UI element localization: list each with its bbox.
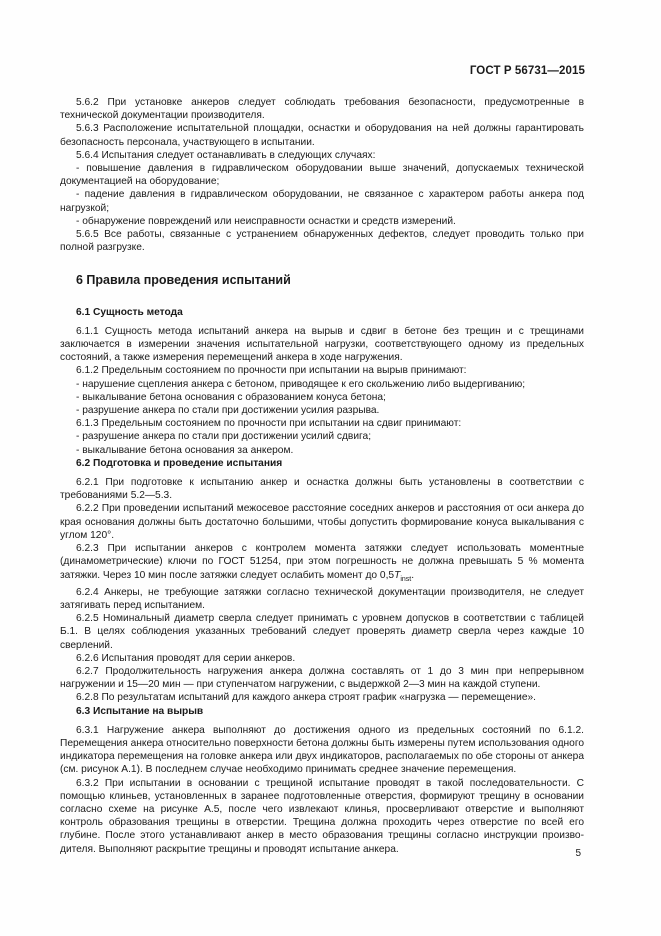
page-number: 5 xyxy=(575,848,581,859)
clause-5-6-5: 5.6.5 Все работы, связанные с устранением обнаруженных дефектов, следует проводить только при полной разгрузке. xyxy=(60,229,584,254)
clause-6-2-1: 6.2.1 При подготовке к испытанию анкер и оснастка должны быть установлены в соответствии с требованиями 5.2—5.3. xyxy=(60,477,584,502)
list-item: - выкалывание бетона основания за анкером. xyxy=(76,444,294,456)
clause-6-2-2: 6.2.2 При проведении испытаний межосевое расстояние соседних анкеров и расстояния от оси анкера до края основания должны быть достаточно большими, чтобы допустить формирование конуса выкалывания с углом 120°. xyxy=(60,503,584,541)
clause-6-2-4: 6.2.4 Анкеры, не требующие затяжки согласно технической документации производителя, не следует затягивать перед испытанием. xyxy=(60,586,584,611)
list-item: - выкалывание бетона основания с образованием конуса бетона; xyxy=(76,391,386,403)
clause-6-2-8: 6.2.8 По результатам испытаний для каждого анкера строят график «нагрузка — перемещение». xyxy=(76,692,536,704)
clause-6-2-6: 6.2.6 Испытания проводят для серии анкеров. xyxy=(76,652,296,664)
section-6-heading: 6 Правила проведения испытаний xyxy=(76,273,291,288)
list-item: - обнаружение повреждений или неисправности оснастки и средств измерений. xyxy=(76,215,456,227)
list-item: - разрушение анкера по стали при достижении усилия разрыва. xyxy=(76,405,380,417)
clause-5-6-3: 5.6.3 Расположение испытательной площадки, оснастки и оборудования на ней должны гарантировать безопасность персонала, участвующего в испытании. xyxy=(60,123,584,148)
subsection-6-3-heading: 6.3 Испытание на вырыв xyxy=(76,705,204,717)
clause-6-3-2: 6.3.2 При испытании в основании с трещиной испытание проводят в такой последовательности. С помощью клиньев, установленных в заранее подготовленные отверстия, формируют трещину в основании согласно схеме на рисунке А.5, после чего извлекают клинья, просверливают отверстие и выполняют контроль образования трещины в отверстии. Трещина должна проходить через отверстие по всей его глубине. После этого устанавливают анкер в место образования трещины согласно инструкции производителя. Выполняют раскрытие трещины и проводят испытание анкера. xyxy=(60,777,584,855)
clause-6-1-2: 6.1.2 Предельным состоянием по прочности при испытании на вырыв принимают: xyxy=(76,365,467,377)
subsection-6-2-heading: 6.2 Подготовка и проведение испытания xyxy=(76,457,283,469)
list-item: - падение давления в гидравлическом оборудовании, не связанное с характером работы анкера под нагрузкой; xyxy=(60,189,584,214)
clause-5-6-2: 5.6.2 При установке анкеров следует соблюдать требования безопасности, предусмотренные в технической документации производителя. xyxy=(60,97,584,122)
list-item: - разрушение анкера по стали при достижении усилий сдвига; xyxy=(76,431,372,443)
subsection-6-1-heading: 6.1 Сущность метода xyxy=(76,306,183,318)
torque-subscript: inst xyxy=(400,575,412,583)
document-code-header: ГОСТ Р 56731—2015 xyxy=(469,65,585,77)
list-item: - нарушение сцепления анкера с бетоном, приводящее к его скольжению либо выдергиванию; xyxy=(76,378,526,390)
clause-6-2-3-end: . xyxy=(411,569,415,581)
clause-6-1-1: 6.1.1 Сущность метода испытаний анкера на вырыв и сдвиг в бетоне без трещин и с трещинами заключается в измерении значения испытательной нагрузки, соответствующего одному из предельных состояний, а также измерения перемещений анкера в ходе нагружения. xyxy=(60,325,584,364)
clause-5-6-4: 5.6.4 Испытания следует останавливать в следующих случаях: xyxy=(76,149,376,161)
clause-6-2-7: 6.2.7 Продолжительность нагружения анкера должна составлять от 1 до 3 мин при непрерывном нагружении и 15—20 мин — при ступенчатом нагружении, с выдержкой 2—3 мин на каждой ступени. xyxy=(60,665,584,691)
clause-6-2-3-text: 6.2.3 При испытании анкеров с контролем момента затяжки следует использовать моментные (динамометрические) ключи по ГОСТ 51254, при этом погрешность не должна превышать 5 % момента затяжки. Через 10 мин после затяжки следует ослабить момент до 0,5 xyxy=(60,543,584,581)
list-item: - повышение давления в гидравлическом оборудовании выше значений, допускаемых технической документацией на оборудование; xyxy=(60,163,584,188)
clause-6-2-3 xyxy=(60,542,584,586)
clause-6-2-5: 6.2.5 Номинальный диаметр сверла следует принимать с уровнем допусков в соответствии с таблицей Б.1. В целях соблюдения указанных требований следует проверять диаметр сверла через каждые 10 сверлений. xyxy=(60,613,584,651)
torque-symbol: T xyxy=(394,569,401,581)
document-body xyxy=(60,96,584,856)
clause-6-3-1: 6.3.1 Нагружение анкера выполняют до достижения одного из предельных состояний по 6.1.2. Перемещения анкера относительно поверхности бетона должны быть измерены путем использования одного индикатора перемещения на головке анкера или двух индикаторов, располагаемых по обе стороны от анкера (см. рисунок А.1). В последнем случае необходимо принимать среднее значение перемещения. xyxy=(60,724,584,776)
clause-6-1-3: 6.1.3 Предельным состоянием по прочности при испытании на сдвиг принимают: xyxy=(76,418,462,430)
